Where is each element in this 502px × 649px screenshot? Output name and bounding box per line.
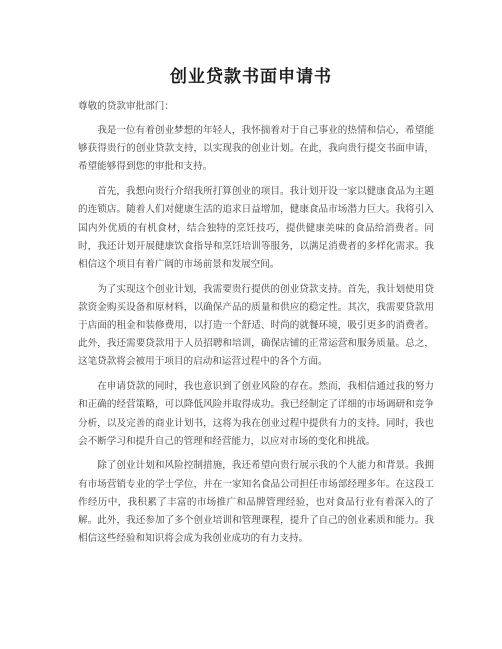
document-title: 创业贷款书面申请书 xyxy=(170,67,332,87)
salutation: 尊敬的贷款审批部门： xyxy=(78,101,174,112)
paragraph-5: 除了创业计划和风险控制措施，我还希望向贵行展示我的个人能力和背景。我拥有市场营销专业的学士学位，并在一家知名食品公司担任市场部经理多年。在这段工作经历中，我积累了丰富的市场推广和品牌管理经验，也对食品行业有着深入的了解。此外，我还参加了多个创业培训和管理课程，提升了自己的创业素质和能力。我相信这些经验和知识将会成为我创业成功的有力支持。 xyxy=(78,460,434,545)
document-body xyxy=(78,98,434,555)
paragraph-1: 我是一位有着创业梦想的年轻人，我怀揣着对于自己事业的热情和信心，希望能够获得贵行的创业贷款支持，以实现我的创业计划。在此，我向贵行提交书面申请，希望能够得到您的审批和支持。 xyxy=(78,125,434,173)
paragraph-2: 首先，我想向贵行介绍我所打算创业的项目。我计划开设一家以健康食品为主题的连锁店。随着人们对健康生活的追求日益增加，健康食品市场潜力巨大。我将引入国内外优质的有机食材，结合独特的烹饪技巧，提供健康美味的食品给消费者。同时，我还计划开展健康饮食指导和烹饪培训等服务，以满足消费者的多样化需求。我相信这个项目有着广阔的市场前景和发展空间。 xyxy=(78,186,434,270)
paragraph-4: 在申请贷款的同时，我也意识到了创业风险的存在。然而，我相信通过我的努力和正确的经营策略，可以降低风险并取得成功。我已经制定了详细的市场调研和竞争分析，以及完善的商业计划书，这将为我在创业过程中提供有力的支持。同时，我也会不断学习和提升自己的管理和经营能力，以应对市场的变化和挑战。 xyxy=(78,381,434,447)
paragraph-3: 为了实现这个创业计划，我需要贵行提供的创业贷款支持。首先，我计划使用贷款资金购买设备和原材料，以确保产品的质量和供应的稳定性。其次，我需要贷款用于店面的租金和装修费用，以打造一个舒适、时尚的就餐环境，吸引更多的消费者。此外，我还需要贷款用于人员招聘和培训，确保店铺的正常运营和服务质量。总之，这笔贷款将会被用于项目的启动和运营过程中的各个方面。 xyxy=(78,283,434,368)
